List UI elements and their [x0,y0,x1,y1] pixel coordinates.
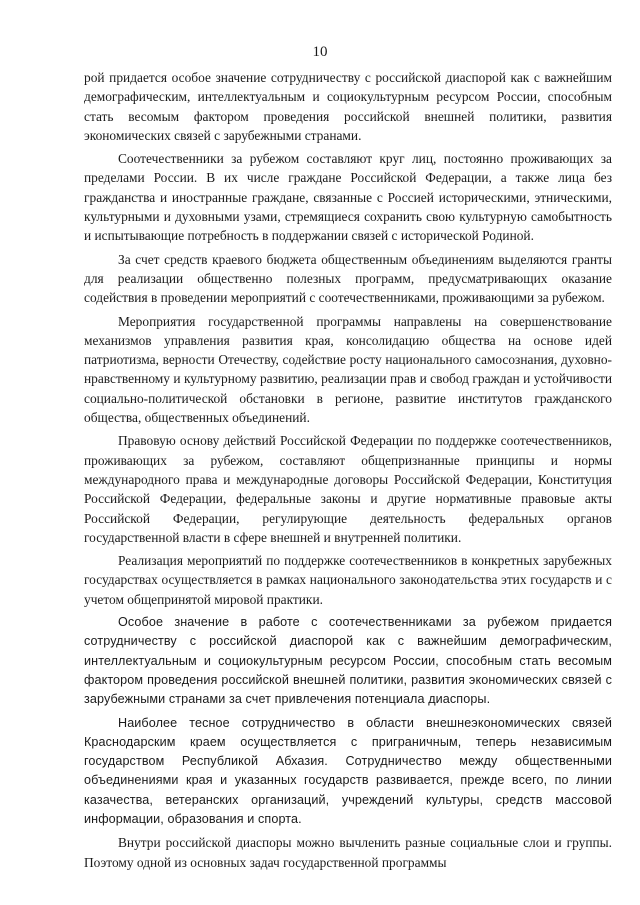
paragraph-2: Соотечественники за рубежом составляют круг лиц, постоянно проживающих за пределами России. В их числе граждане Российской Федерации, а также лица без гражданства и иностранные граждане, связанные с Россией историческими, этническими, культурными и духовными узами, стремящиеся сохранить свою культурную самобытность и испытывающие потребность в поддержании связей с исторической Родиной. [84,151,612,244]
page-number: 10 [312,44,328,60]
paragraph-6: Реализация мероприятий по поддержке соотечественников в конкретных зарубежных государствах осуществляется в рамках национального законодательства этих государств и с учетом общепринятой мировой практики. [84,553,612,607]
paragraph-8: Наиболее тесное сотрудничество в области внешнеэкономических связей Краснодарским краем осуществляется с приграничным, теперь независимым государством Республикой Абхазия. Сотрудничество между общественными объединениями края и указанных государств развивается, прежде всего, по линии казачества, ветеранских организаций, учреждений культуры, средств массовой информации, образования и спорта. [84,715,612,826]
paragraph-9: Внутри российской диаспоры можно вычленить разные социальные слои и группы. Поэтому одной из основных задач государственной программы [84,835,612,870]
paragraph-5: Правовую основу действий Российской Федерации по поддержке соотечественников, проживающих за рубежом, составляют общепризнанные принципы и нормы международного права и международные договоры Российской Федерации, Конституция Российской Федерации, федеральные законы и другие нормативные правовые акты Российской Федерации, регулирующие деятельность федеральных органов государственной власти в сфере внешней и внутренней политики. [84,433,612,545]
paragraph-7: Особое значение в работе с соотечественниками за рубежом придается сотрудничеству с российской диаспорой как с важнейшим демографическим, интеллектуальным и социокультурным ресурсом России, способным стать весомым фактором проведения российской внешней политики, развития экономических связей с зарубежными странами за счет привлечения потенциала диаспоры. [84,615,612,707]
paragraph-3: За счет средств краевого бюджета общественным объединениям выделяются гранты для реализации общественно полезных программ, предусматривающих оказание содействия в проведении мероприятий с соотечественниками, проживающими за рубежом. [84,251,612,306]
paragraph-4: Мероприятия государственной программы направлены на совершенствование механизмов управления развития края, консолидацию общества на основе идей патриотизма, верности Отечеству, содействие росту национального самосознания, духовно-нравственному и культурному развитию, реализации прав и свобод граждан и устойчивости социально-политической обстановки в регионе, развитие институтов гражданского общества, общественных объединений. [84,313,612,426]
paragraph-1: рой придается особое значение сотрудничеству с российской диаспорой как с важнейшим демографическим, интеллектуальным и социокультурным ресурсом России, способным стать весомым фактором проведения российской внешней политики, развития экономических связей с зарубежными странами. [84,70,612,143]
body-text [84,68,612,876]
